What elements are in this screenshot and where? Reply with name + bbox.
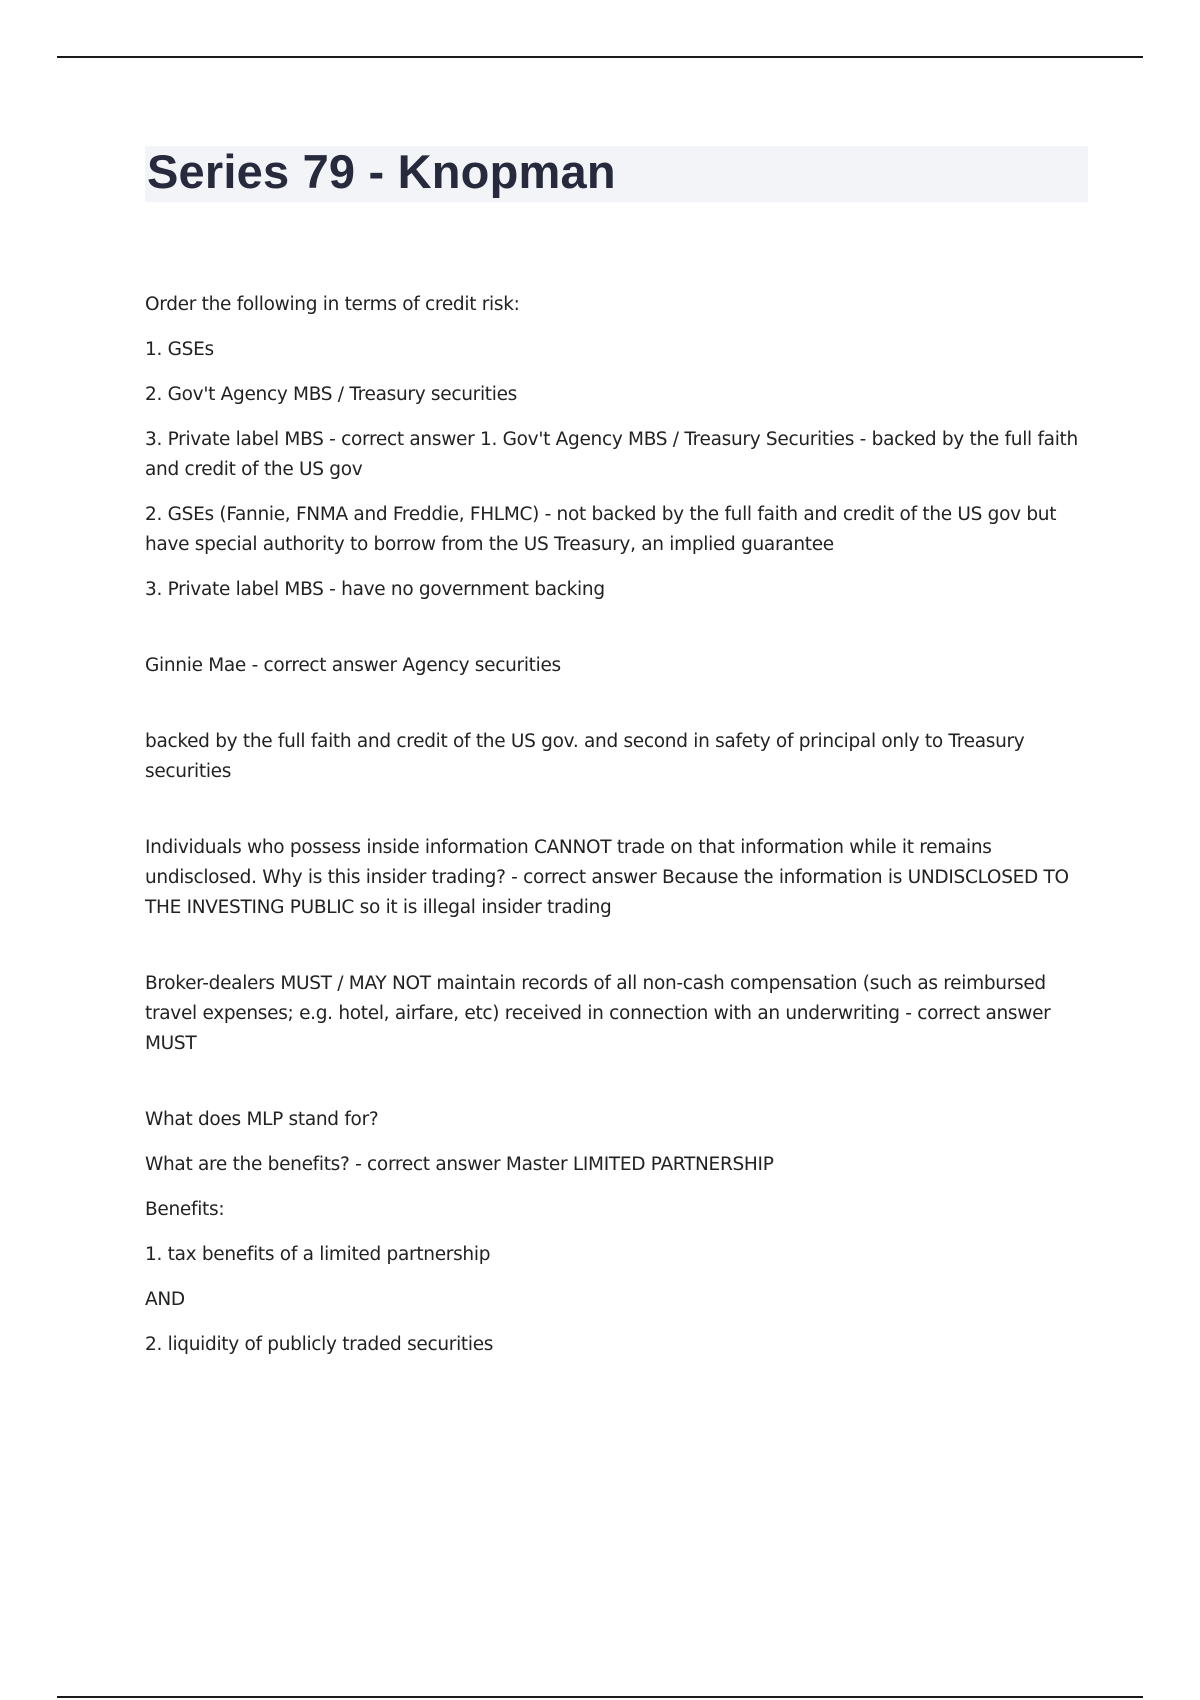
paragraph: AND — [145, 1289, 185, 1310]
paragraph: Order the following in terms of credit risk: — [145, 294, 520, 315]
paragraph: What does MLP stand for? — [145, 1109, 379, 1130]
qa-item-credit-risk — [145, 290, 1095, 605]
bottom-rule — [57, 1696, 1143, 1698]
paragraph: 1. GSEs — [145, 339, 214, 360]
paragraph: Broker-dealers MUST / MAY NOT maintain records of all non-cash compensation (such as reimbursed travel expenses; e.g. hotel, airfare, etc) received in connection with an underwriting - correct answer MUST — [145, 973, 1051, 1054]
paragraph: 2. GSEs (Fannie, FNMA and Freddie, FHLMC) - not backed by the full faith and credit of the US gov but have special authority to borrow from the US Treasury, an implied guarantee — [145, 504, 1057, 555]
paragraph: Benefits: — [145, 1199, 225, 1220]
paragraph: 3. Private label MBS - correct answer 1. Gov't Agency MBS / Treasury Securities - backed by the full faith and credit of the US gov — [145, 429, 1078, 480]
qa-item-non-cash-compensation — [145, 969, 1095, 1059]
document-body — [145, 290, 1095, 1375]
top-rule — [57, 56, 1143, 58]
qa-item-mlp — [145, 1105, 1095, 1360]
qa-item-ginnie-mae — [145, 651, 1095, 681]
paragraph: What are the benefits? - correct answer Master LIMITED PARTNERSHIP — [145, 1154, 774, 1175]
paragraph: 3. Private label MBS - have no government backing — [145, 579, 605, 600]
paragraph: backed by the full faith and credit of the US gov. and second in safety of principal only to Treasury securities — [145, 731, 1025, 782]
qa-item-ginnie-mae-detail — [145, 727, 1095, 787]
document-title: Series 79 - Knopman — [147, 145, 616, 198]
qa-item-insider-trading — [145, 833, 1095, 923]
paragraph: 2. Gov't Agency MBS / Treasury securities — [145, 384, 518, 405]
paragraph: Individuals who possess inside information CANNOT trade on that information while it remains undisclosed. Why is this insider trading? - correct answer Because the information is UNDISCLOSED TO THE INVESTING PUBLIC so it is illegal insider trading — [145, 837, 1069, 918]
paragraph: 1. tax benefits of a limited partnership — [145, 1244, 491, 1265]
paragraph: Ginnie Mae - correct answer Agency securities — [145, 655, 561, 676]
paragraph: 2. liquidity of publicly traded securities — [145, 1334, 494, 1355]
